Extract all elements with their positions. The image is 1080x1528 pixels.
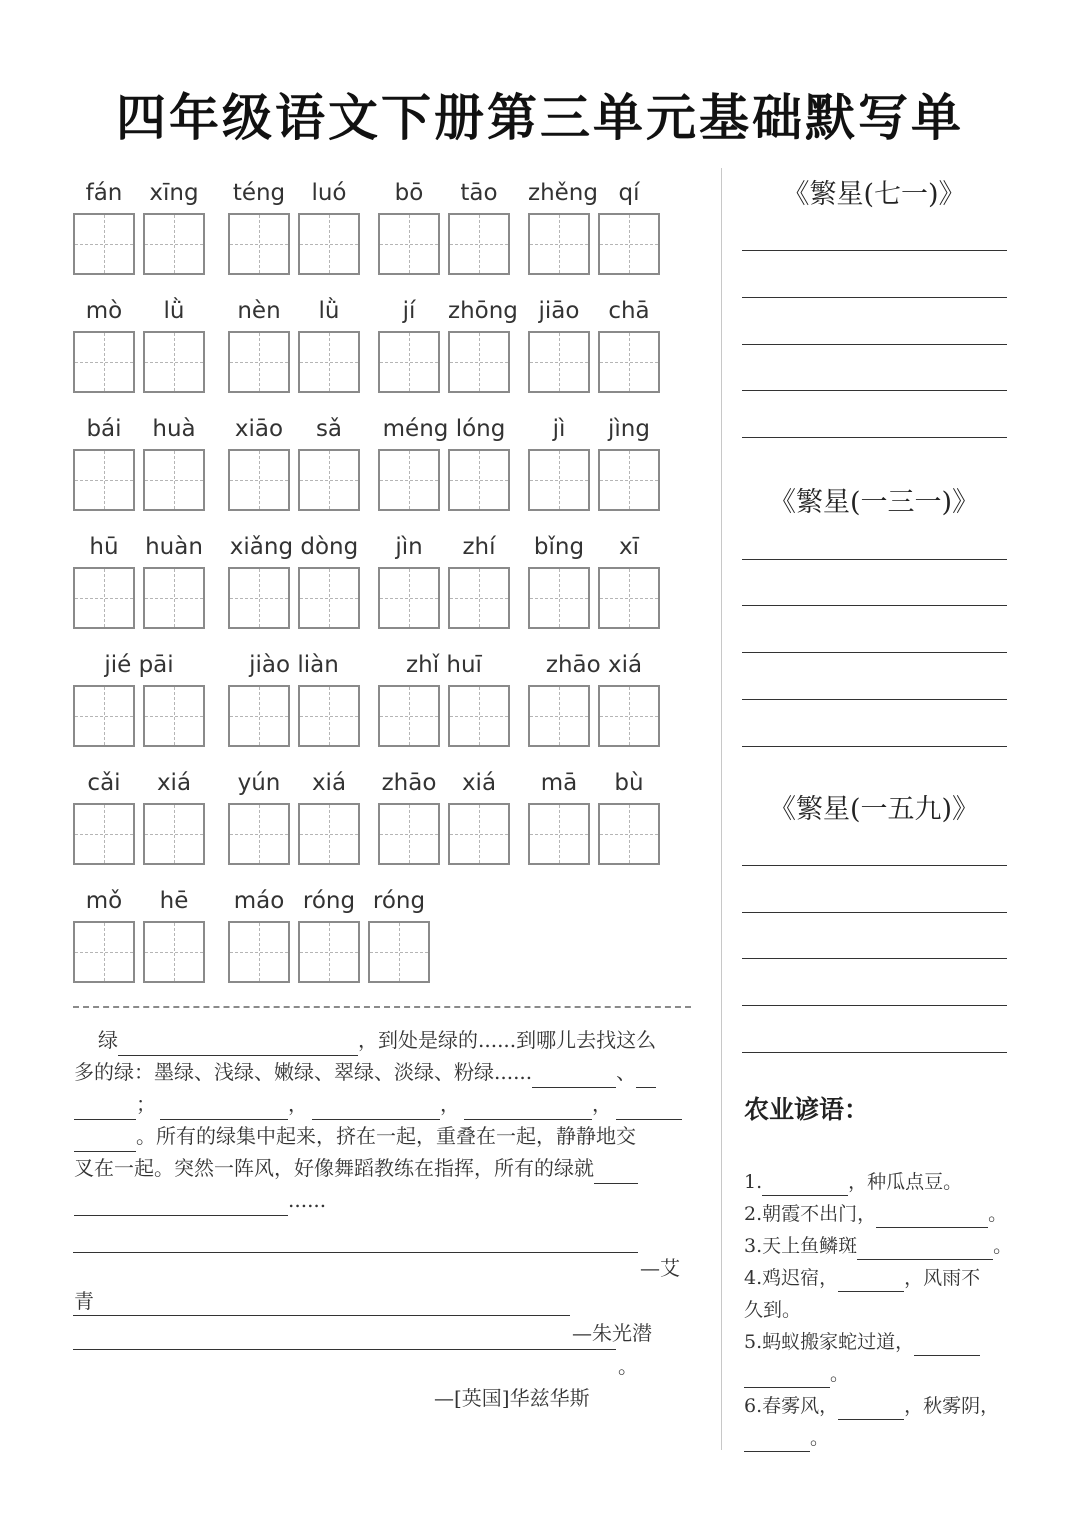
pinyin-label: mǒ	[85, 888, 123, 914]
saying-6: 6.春雾风， ，秋雾阴，	[744, 1392, 999, 1420]
tianzige-box[interactable]	[228, 213, 290, 275]
pinyin-label: jì	[552, 416, 566, 442]
pinyin-label: xiāo	[234, 416, 284, 442]
sayings-title: 农业谚语：	[744, 1095, 870, 1124]
pinyin-label: zhōng	[448, 298, 518, 324]
passage-blank-8[interactable]	[616, 1097, 682, 1120]
poem-1-line[interactable]	[742, 437, 1007, 438]
passage-line-6: ......	[74, 1184, 326, 1216]
pinyin-label: lǜ	[163, 298, 185, 324]
pinyin-label: jìn	[395, 534, 423, 560]
pinyin-label: huàn	[145, 534, 203, 560]
tianzige-box[interactable]	[298, 921, 360, 983]
pinyin-label: xiá	[311, 770, 347, 796]
quote-3-line[interactable]	[73, 1349, 616, 1350]
pinyin-row	[0, 178, 720, 298]
tianzige-box[interactable]	[228, 685, 290, 747]
tianzige-box[interactable]	[378, 685, 440, 747]
saying-5-blank-b[interactable]	[744, 1367, 830, 1388]
poem-1-line[interactable]	[742, 297, 1007, 298]
pinyin-label: fán	[85, 180, 123, 206]
passage-line-1: 绿 ，到处是绿的......到哪儿去找这么	[74, 1024, 656, 1056]
tianzige-box[interactable]	[228, 449, 290, 511]
passage-blank-10[interactable]	[594, 1161, 638, 1184]
saying-5: 5.蚂蚁搬家蛇过道，	[744, 1328, 980, 1356]
tianzige-box[interactable]	[528, 331, 590, 393]
tianzige-box[interactable]	[73, 331, 135, 393]
poem-1-line[interactable]	[742, 344, 1007, 345]
pinyin-label: sǎ	[315, 416, 343, 442]
pinyin-label: jiāo	[538, 298, 580, 324]
saying-5-blank-a[interactable]	[914, 1335, 980, 1356]
tianzige-box[interactable]	[73, 685, 135, 747]
tianzige-box[interactable]	[448, 685, 510, 747]
poem-2-line[interactable]	[742, 605, 1007, 606]
pinyin-label: mò	[85, 298, 123, 324]
tianzige-box[interactable]	[598, 685, 660, 747]
poem-3-line[interactable]	[742, 865, 1007, 866]
poem-title-3: 《繁星(一五九)》	[768, 794, 980, 825]
pinyin-label: xiá	[461, 770, 497, 796]
poem-1-line[interactable]	[742, 250, 1007, 251]
tianzige-box[interactable]	[528, 449, 590, 511]
tianzige-box[interactable]	[528, 213, 590, 275]
saying-4: 4.鸡迟宿， ，风雨不	[744, 1264, 980, 1292]
poem-3-line[interactable]	[742, 958, 1007, 959]
tianzige-box[interactable]	[598, 331, 660, 393]
saying-6-blank-b[interactable]	[744, 1431, 810, 1452]
pinyin-label: lǜ	[318, 298, 340, 324]
passage-blank-6[interactable]	[312, 1097, 440, 1120]
pinyin-label: bō	[394, 180, 424, 206]
tianzige-box[interactable]	[298, 685, 360, 747]
quote-1-author-wrap: 青	[74, 1289, 94, 1313]
tianzige-box[interactable]	[73, 567, 135, 629]
tianzige-box[interactable]	[378, 449, 440, 511]
pinyin-label: zhí	[462, 534, 496, 560]
saying-3-blank[interactable]	[857, 1239, 993, 1260]
quote-3-author: —[英国]华兹华斯	[434, 1386, 590, 1410]
tianzige-box[interactable]	[298, 567, 360, 629]
pinyin-label: zhǐ huī	[406, 652, 482, 678]
pinyin-label: zhěng	[528, 180, 598, 206]
poem-2-line[interactable]	[742, 699, 1007, 700]
saying-2: 2.朝霞不出门， 。	[744, 1200, 1007, 1228]
tianzige-box[interactable]	[73, 921, 135, 983]
pinyin-label: xiǎng dòng	[229, 534, 359, 560]
saying-6-blank-a[interactable]	[838, 1399, 904, 1420]
poem-2-line[interactable]	[742, 652, 1007, 653]
tianzige-box[interactable]	[378, 331, 440, 393]
pinyin-label: hē	[159, 888, 189, 914]
passage-line-4: 。所有的绿集中起来，挤在一起，重叠在一起，静静地交	[74, 1120, 636, 1152]
tianzige-box[interactable]	[73, 449, 135, 511]
pinyin-label: zhāo xiá	[545, 652, 643, 678]
tianzige-box[interactable]	[368, 921, 430, 983]
poem-title-2: 《繁星(一三一)》	[768, 487, 980, 518]
passage-line-3: ； ， ， ，	[74, 1088, 682, 1120]
poem-3-line[interactable]	[742, 1005, 1007, 1006]
pinyin-label: yún	[237, 770, 281, 796]
pinyin-row	[0, 414, 720, 534]
poem-3-line[interactable]	[742, 912, 1007, 913]
tianzige-box[interactable]	[528, 685, 590, 747]
pinyin-label: bù	[614, 770, 644, 796]
pinyin-row	[0, 532, 720, 652]
tianzige-box[interactable]	[598, 449, 660, 511]
tianzige-box[interactable]	[528, 803, 590, 865]
quote-1-author: —艾	[640, 1256, 680, 1280]
tianzige-box[interactable]	[143, 685, 205, 747]
pinyin-label: huà	[152, 416, 196, 442]
tianzige-box[interactable]	[298, 331, 360, 393]
tianzige-box[interactable]	[448, 449, 510, 511]
saying-6-wrap: 。	[744, 1424, 829, 1452]
quote-3-end: 。	[618, 1354, 638, 1378]
tianzige-box[interactable]	[448, 213, 510, 275]
tianzige-box[interactable]	[228, 803, 290, 865]
tianzige-box[interactable]	[73, 213, 135, 275]
pinyin-label: xiá	[156, 770, 192, 796]
poem-3-line[interactable]	[742, 1052, 1007, 1053]
tianzige-box[interactable]	[143, 567, 205, 629]
saying-5-wrap: 。	[744, 1360, 849, 1388]
tianzige-box[interactable]	[448, 567, 510, 629]
saying-4-blank[interactable]	[838, 1271, 904, 1292]
pinyin-label: bǐng	[533, 534, 585, 560]
pinyin-label: jìng	[608, 416, 650, 442]
pinyin-label: xīng	[149, 180, 199, 206]
saying-2-blank[interactable]	[876, 1207, 988, 1228]
pinyin-label: cǎi	[87, 770, 121, 796]
pinyin-row	[0, 768, 720, 888]
tianzige-box[interactable]	[598, 803, 660, 865]
passage-blank-4[interactable]	[74, 1097, 136, 1120]
pinyin-label: hū	[89, 534, 119, 560]
pinyin-label: qí	[618, 180, 640, 206]
pinyin-label: téng	[232, 180, 286, 206]
tianzige-box[interactable]	[143, 803, 205, 865]
poem-2-line[interactable]	[742, 746, 1007, 747]
pinyin-row	[0, 296, 720, 416]
tianzige-box[interactable]	[298, 803, 360, 865]
tianzige-box[interactable]	[378, 803, 440, 865]
poem-title-1: 《繁星(七一)》	[782, 179, 966, 210]
saying-3: 3.天上鱼鳞斑 。	[744, 1232, 1012, 1260]
pinyin-label: zhāo	[381, 770, 437, 796]
quote-2-author: —朱光潜	[572, 1321, 652, 1345]
saying-4-wrap: 久到。	[744, 1299, 802, 1321]
poem-1-line[interactable]	[742, 390, 1007, 391]
pinyin-label: máo	[233, 888, 285, 914]
tianzige-box[interactable]	[448, 803, 510, 865]
saying-1-blank[interactable]	[762, 1175, 848, 1196]
pinyin-label: tāo	[460, 180, 498, 206]
pinyin-label: méng lóng	[382, 416, 506, 442]
passage-blank-1[interactable]	[118, 1033, 358, 1056]
tianzige-box[interactable]	[528, 567, 590, 629]
tianzige-box[interactable]	[143, 449, 205, 511]
pinyin-label: nèn	[237, 298, 281, 324]
passage-blank-2[interactable]	[532, 1065, 616, 1088]
passage-blank-5[interactable]	[160, 1097, 288, 1120]
pinyin-label: jí	[402, 298, 416, 324]
tianzige-box[interactable]	[598, 213, 660, 275]
pinyin-label: jié pāi	[104, 652, 174, 678]
section-separator	[73, 1006, 691, 1008]
page-title: 四年级语文下册第三单元基础默写单	[116, 88, 964, 147]
pinyin-row	[0, 886, 720, 1006]
tianzige-box[interactable]	[143, 331, 205, 393]
pinyin-label: róng	[372, 888, 426, 914]
tianzige-box[interactable]	[598, 567, 660, 629]
passage-blank-7[interactable]	[464, 1097, 592, 1120]
passage-blank-9[interactable]	[74, 1129, 136, 1152]
pinyin-label: róng	[302, 888, 356, 914]
tianzige-box[interactable]	[228, 331, 290, 393]
tianzige-box[interactable]	[228, 921, 290, 983]
quote-2-line[interactable]	[73, 1315, 570, 1316]
tianzige-box[interactable]	[73, 803, 135, 865]
tianzige-box[interactable]	[298, 213, 360, 275]
poem-2-line[interactable]	[742, 559, 1007, 560]
pinyin-label: luó	[311, 180, 347, 206]
tianzige-box[interactable]	[378, 567, 440, 629]
tianzige-box[interactable]	[143, 921, 205, 983]
tianzige-box[interactable]	[448, 331, 510, 393]
pinyin-row	[0, 650, 720, 770]
passage-blank-3[interactable]	[636, 1065, 656, 1088]
pinyin-label: bái	[86, 416, 122, 442]
pinyin-label: xī	[618, 534, 639, 560]
tianzige-box[interactable]	[378, 213, 440, 275]
saying-1: 1. ，种瓜点豆。	[744, 1168, 962, 1196]
pinyin-label: jiào liàn	[249, 652, 339, 678]
tianzige-box[interactable]	[228, 567, 290, 629]
tianzige-box[interactable]	[143, 213, 205, 275]
passage-line-2: 多的绿：墨绿、浅绿、嫩绿、翠绿、淡绿、粉绿...... 、	[74, 1056, 656, 1088]
pinyin-label: mā	[540, 770, 578, 796]
passage-line-5: 叉在一起。突然一阵风，好像舞蹈教练在指挥，所有的绿就	[74, 1152, 638, 1184]
pinyin-label: chā	[608, 298, 650, 324]
tianzige-box[interactable]	[298, 449, 360, 511]
passage-blank-11[interactable]	[74, 1193, 288, 1216]
quote-1-line[interactable]	[73, 1252, 638, 1253]
